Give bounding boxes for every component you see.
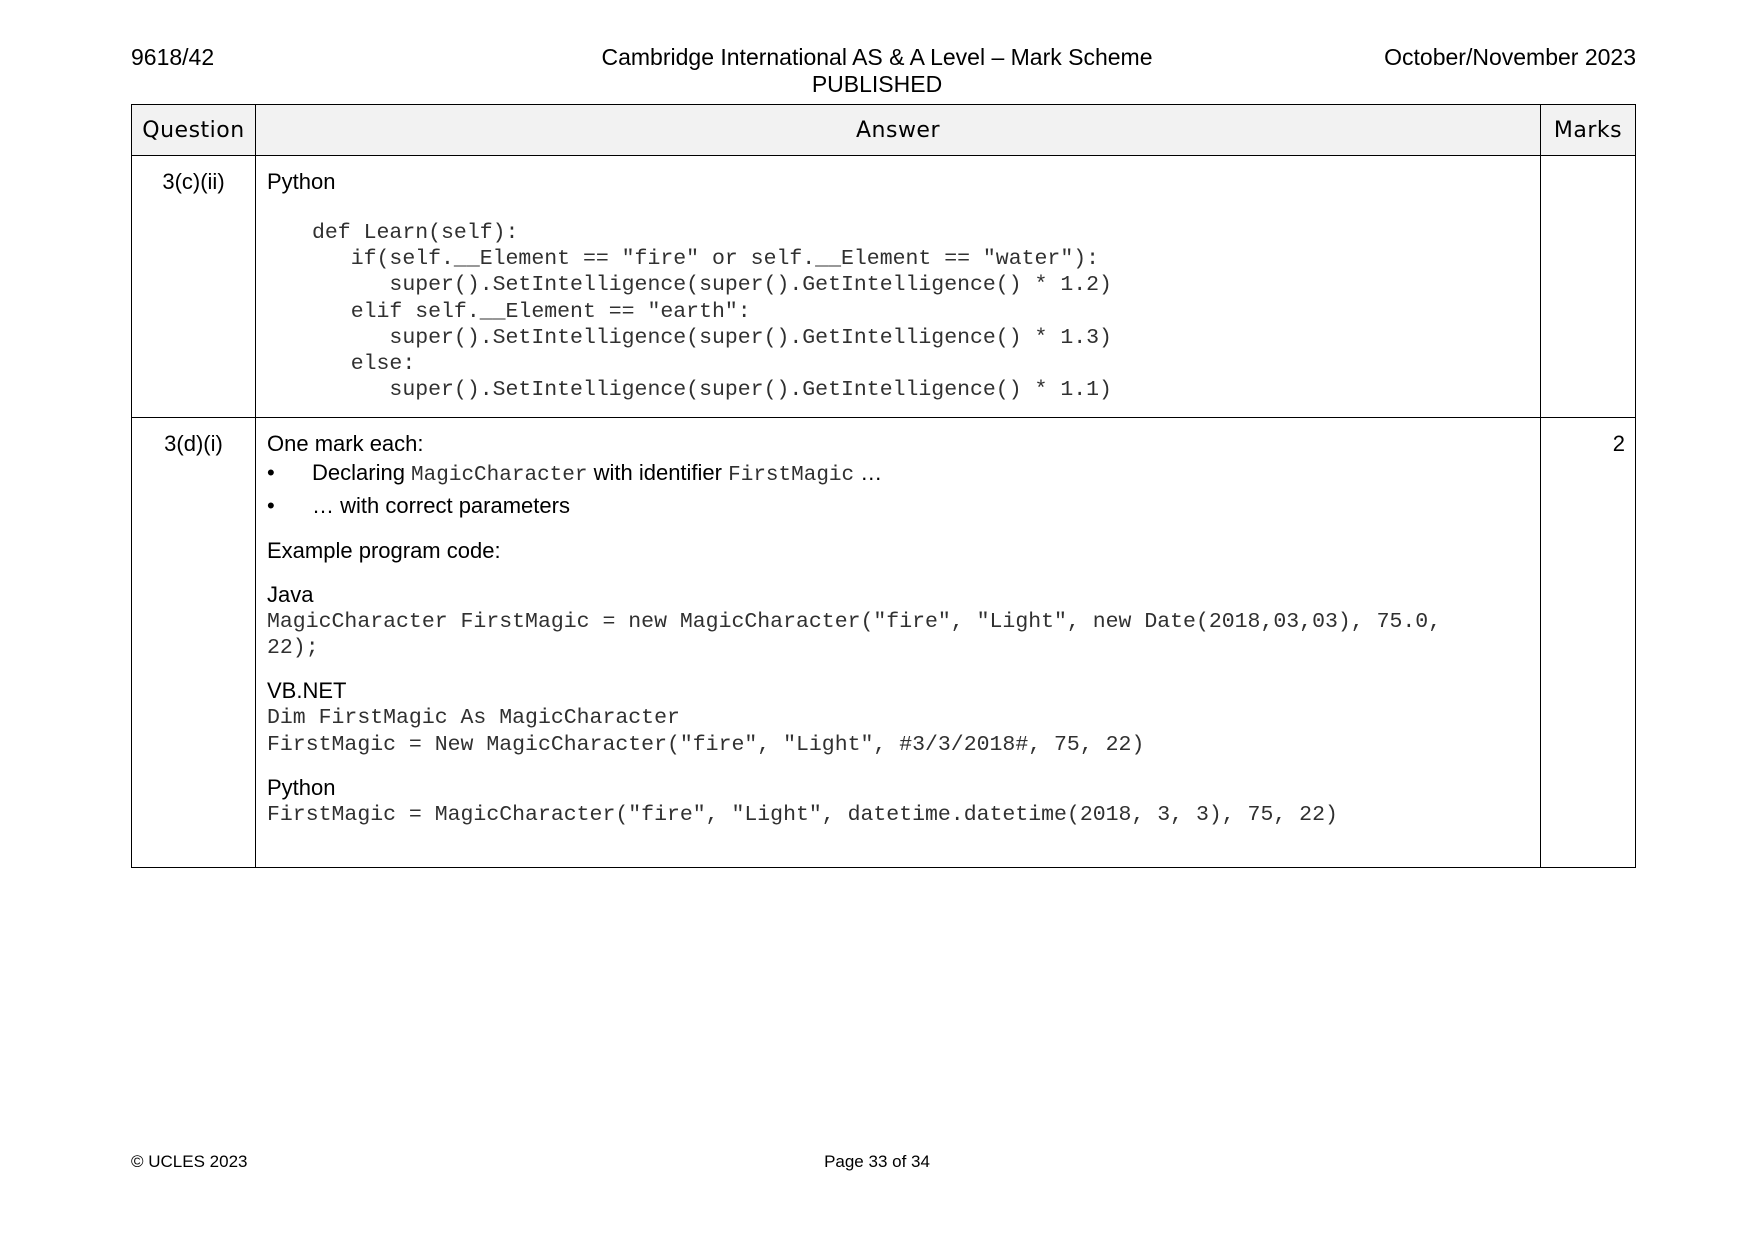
marks-header: Marks [1541,105,1636,156]
published-label: PUBLISHED [811,71,943,97]
bullet-icon: • [267,460,275,485]
table-header-row [132,105,1636,156]
mark-intro: One mark each: [267,431,424,456]
paper-code: 9618/42 [131,44,215,70]
page-number: Page 33 of 34 [824,1152,930,1171]
mark-point [267,458,1530,491]
mark-point-text: … [854,460,883,485]
python-code-block: FirstMagic = MagicCharacter("fire", "Light", datetime.datetime(2018, 3, 3), 75, 22) [267,802,1338,827]
mark-point-text: Declaring [312,460,412,485]
class-name-code: MagicCharacter [411,464,588,487]
table-row [132,418,1636,868]
language-label: Java [267,582,314,607]
question-number: 3(c)(ii) [132,156,256,418]
exam-session: October/November 2023 [1384,44,1636,70]
answer-cell [256,156,1541,418]
question-number: 3(d)(i) [132,418,256,868]
mark-scheme-table [131,104,1636,868]
mark-point [267,491,1530,521]
mark-point-text: with identifier [587,460,729,485]
java-code-block: MagicCharacter FirstMagic = new MagicCharacter("fire", "Light", new Date(2018,03,03), 75.0, 22); [267,610,1442,661]
python-code-block: def Learn(self): if(self.__Element == "fire" or self.__Element == "water"): super().SetIntelligence(super().GetIntelligence() * 1.2) elif self.__Element == "earth": super().SetIntelligence(super().GetIntelligence() * 1.3) else: super().SetIntelligence(super().GetIntelligence() * 1.1) [312,221,1112,403]
language-label: VB.NET [267,678,347,704]
language-label: Python [267,774,336,800]
marks-value [1541,156,1636,418]
table-row [132,156,1636,418]
question-header: Question [132,105,256,156]
language-label: Python [267,169,336,194]
title-line: Cambridge International AS & A Level – Mark Scheme [601,44,1153,70]
answer-cell [256,418,1541,868]
bullet-icon: • [267,493,275,518]
example-label: Example program code: [267,538,501,563]
answer-header: Answer [256,105,1541,156]
copyright: © UCLES 2023 [131,1152,248,1171]
vbnet-code-block: Dim FirstMagic As MagicCharacter FirstMagic = New MagicCharacter("fire", "Light", #3/3/2018#, 75, 22) [267,706,1145,757]
marks-value: 2 [1541,418,1636,868]
mark-point-text: … with correct parameters [312,493,570,518]
identifier-code: FirstMagic [728,464,855,487]
